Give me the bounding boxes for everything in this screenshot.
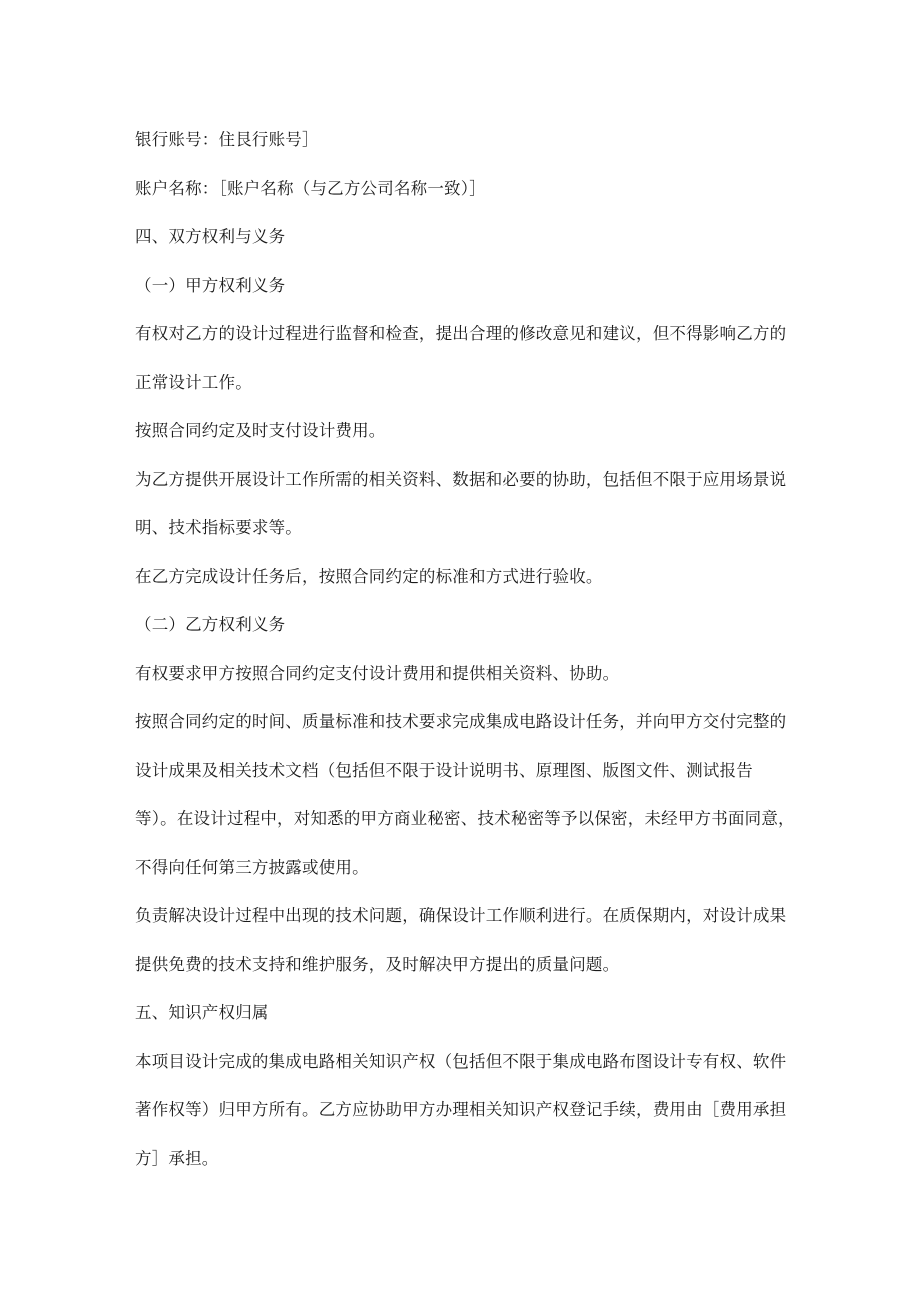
paragraph-line: 正常设计工作。 [135, 372, 252, 392]
paragraph-line: 本项目设计完成的集成电路相关知识产权（包括但不限于集成电路布图设计专有权、软件 [135, 1051, 787, 1071]
paragraph-line: 按照合同约定的时间、质量标准和技术要求完成集成电路设计任务，并向甲方交付完整的 [135, 712, 787, 731]
subsection-heading-party-a: （一）甲方权利义务 [135, 275, 286, 295]
paragraph-line: 在乙方完成设计任务后，按照合同约定的标准和方式进行验收。 [135, 566, 603, 586]
subsection-heading-party-b: （二）乙方权利义务 [135, 615, 286, 634]
account-name-line: 账户名称：［账户名称（与乙方公司名称一致）］ [135, 178, 486, 198]
paragraph-line: 明、技术指标要求等。 [135, 518, 302, 537]
paragraph-line: 提供免费的技术支持和维护服务，及时解决甲方提出的质量问题。 [135, 954, 620, 974]
section-heading-ip: 五、知识产权归属 [135, 1003, 269, 1022]
bank-account-line: 银行账号：住艮行账号］ [135, 130, 319, 149]
paragraph-line: 为乙方提供开展设计工作所需的相关资料、数据和必要的协助，包括但不限于应用场景说 [135, 469, 787, 489]
paragraph-line: 设计成果及相关技术文档（包括但不限于设计说明书、原理图、版图文件、测试报告 [135, 760, 753, 780]
paragraph-line: 有权对乙方的设计过程进行监督和检查，提出合理的修改意见和建议，但不得影响乙方的 [135, 324, 787, 343]
paragraph-line: 负责解决设计过程中出现的技术问题，确保设计工作顺利进行。在质保期内，对设计成果 [135, 906, 787, 925]
paragraph-line: 按照合同约定及时支付设计费用。 [135, 421, 386, 440]
section-heading-rights: 四、双方权利与义务 [135, 227, 286, 246]
paragraph-line: 等）。在设计过程中，对知悉的甲方商业秘密、技术秘密等予以保密，未经甲方书面同意， [135, 809, 795, 828]
document-body [135, 116, 800, 1183]
paragraph-line: 著作权等）归甲方所有。乙方应协助甲方办理相关知识产权登记手续，费用由［费用承担 [135, 1100, 787, 1119]
paragraph-line: 有权要求甲方按照合同约定支付设计费用和提供相关资料、协助。 [135, 663, 620, 683]
paragraph-line: 不得向任何第三方披露或使用。 [135, 857, 369, 877]
paragraph-line: 方］承担。 [135, 1148, 219, 1168]
